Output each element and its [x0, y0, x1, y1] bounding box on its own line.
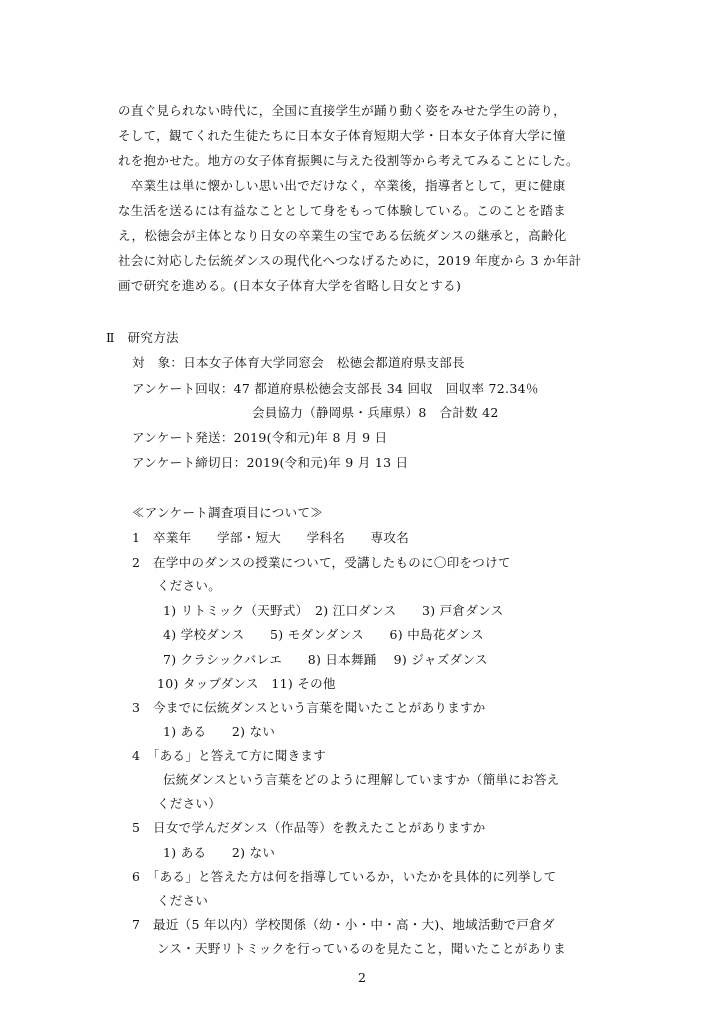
method-line: アンケート発送：2019(令和元)年 8 月 9 日	[132, 430, 388, 445]
intro-line: 卒業生は単に懐かしい思い出でだけなく，卒業後，指導者として，更に健康	[118, 178, 566, 193]
intro-line: れを抱かせた。地方の女子体育振興に与えた役割等から考えてみることにした。	[118, 153, 579, 168]
intro-line: そして，観てくれた生徒たちに日本女子体育短期大学・日本女子体育大学に憧	[118, 128, 566, 143]
survey-item-line: ください。	[157, 578, 222, 593]
survey-item-line: 7 最近（5 年以内）学校関係（幼・小・中・高・大)、地域活動で戸倉ダ	[132, 917, 555, 932]
method-line: 会員協力（静岡県・兵庫県）8 合計数 42	[252, 405, 499, 420]
page-number: 2	[358, 970, 366, 985]
survey-item-line: 2 在学中のダンスの授業について，受講したものに〇印をつけて	[132, 555, 511, 570]
survey-heading: ≪アンケート調査項目について≫	[132, 505, 324, 520]
survey-option-line: 1) リトミック（天野式） 2) 江口ダンス 3) 戸倉ダンス	[163, 603, 504, 618]
survey-item-line: 5 日女で学んだダンス（作品等）を教えたことがありますか	[132, 820, 486, 835]
survey-option-line: 4) 学校ダンス 5) モダンダンス 6) 中島花ダンス	[163, 627, 484, 642]
survey-item-line: ください	[157, 893, 209, 908]
section-heading: Ⅱ 研究方法	[106, 330, 179, 345]
method-line: 対 象：日本女子体育大学同窓会 松徳会都道府県支部長	[132, 355, 465, 370]
method-line: アンケート締切日：2019(令和元)年 9 月 13 日	[132, 455, 409, 470]
survey-item-line: ンス・天野リトミックを行っているのを見たこと，聞いたことがありま	[157, 941, 566, 956]
survey-option-line: 7) クラシックバレエ 8) 日本舞踊 9) ジャズダンス	[163, 652, 488, 667]
survey-item-line: 4 「ある」と答えて方に聞きます	[132, 748, 327, 763]
intro-line: え，松徳会が主体となり日女の卒業生の宝である伝統ダンスの継承と，高齢化	[118, 228, 567, 243]
survey-option-line: 1) ある 2) ない	[163, 845, 276, 860]
survey-item-line: 3 今までに伝統ダンスという言葉を聞いたことがありますか	[132, 700, 486, 715]
survey-item-line: 伝統ダンスという言葉をどのように理解していますか（簡単にお答え	[163, 772, 560, 787]
method-line: アンケート回収：47 都道府県松徳会支部長 34 回収 回収率 72.34％	[132, 381, 539, 396]
survey-option-line: 1) ある 2) ない	[163, 724, 276, 739]
intro-line: な生活を送るには有益なこととして身をもって体験している。このことを踏ま	[118, 203, 567, 218]
survey-option-line: 10) タップダンス 11) その他	[157, 676, 336, 691]
survey-item-line: 1 卒業年 学部・短大 学科名 専攻名	[132, 530, 410, 545]
intro-line: の直ぐ見られない時代に，全国に直接学生が踊り動く姿をみせた学生の誇り，	[118, 103, 567, 118]
intro-line: 社会に対応した伝統ダンスの現代化へつなげるために，2019 年度から 3 か年計	[118, 253, 582, 268]
survey-item-line: 6 「ある」と答えた方は何を指導しているか，いたかを具体的に列挙して	[132, 869, 557, 884]
survey-item-line: ください）	[157, 796, 222, 811]
intro-line: 画で研究を進める。(日本女子体育大学を省略し日女とする)	[118, 278, 462, 293]
